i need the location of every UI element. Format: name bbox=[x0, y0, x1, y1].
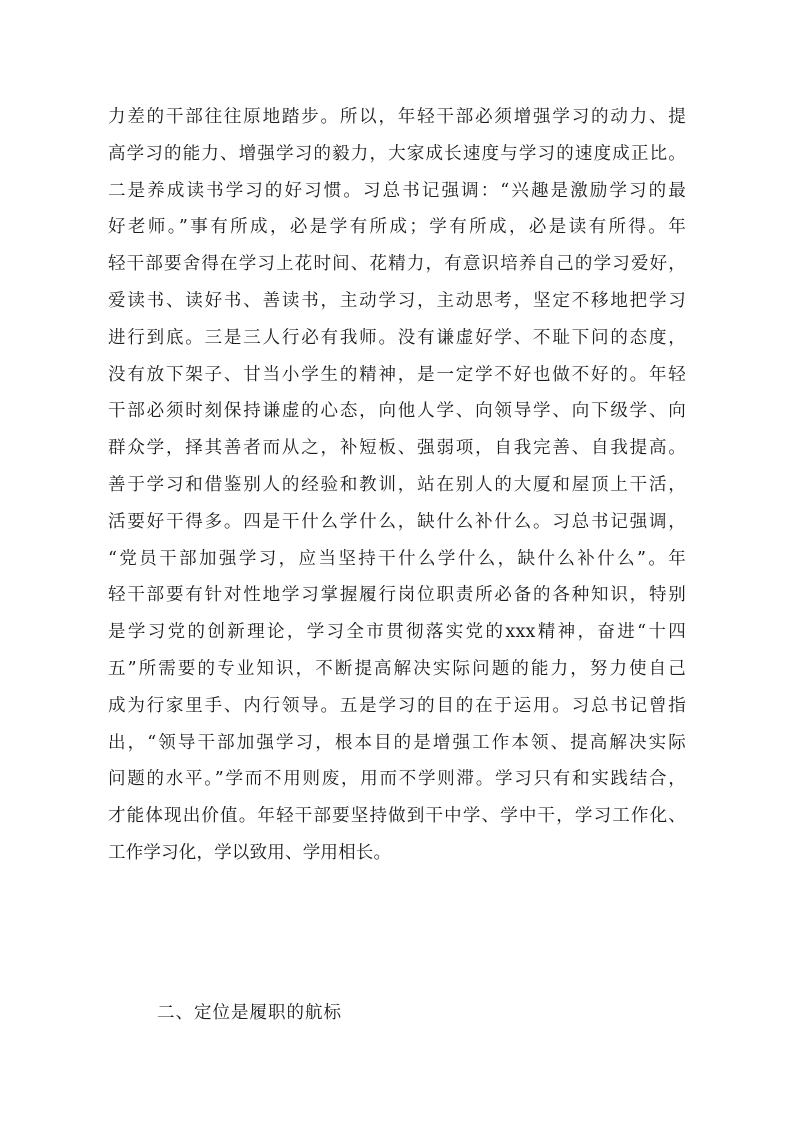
text-line: 善于学习和借鉴别人的经验和教训，站在别人的大厦和屋顶上干活， bbox=[108, 474, 686, 495]
text-line: 成为行家里手、内行领导。五是学习的目的在于运用。习总书记曾指 bbox=[108, 695, 686, 716]
text-line: 爱读书、读好书、善读书，主动学习，主动思考，坚定不移地把学习 bbox=[108, 290, 686, 311]
text-line: 轻干部要有针对性地学习掌握履行岗位职责所必备的各种知识，特别 bbox=[108, 585, 686, 606]
text-line: 问题的水平。”学而不用则废，用而不学则滞。学习只有和实践结合， bbox=[108, 769, 686, 790]
text-line: 出，“领导干部加强学习，根本目的是增强工作本领、提高解决实际 bbox=[108, 732, 686, 753]
text-line: 高学习的能力、增强学习的毅力，大家成长速度与学习的速度成正比。 bbox=[108, 143, 686, 164]
text-line: 是学习党的创新理论，学习全市贯彻落实党的xxx精神，奋进“十四 bbox=[108, 622, 686, 643]
text-line: 五”所需要的专业知识，不断提高解决实际问题的能力，努力使自己 bbox=[108, 658, 686, 679]
text-line: 才能体现出价值。年轻干部要坚持做到干中学、学中干，学习工作化、 bbox=[108, 806, 686, 827]
text-line: 干部必须时刻保持谦虚的心态，向他人学、向领导学、向下级学、向 bbox=[108, 401, 686, 422]
text-line: 轻干部要舍得在学习上花时间、花精力，有意识培养自己的学习爱好， bbox=[108, 254, 686, 275]
body-paragraph bbox=[108, 99, 686, 872]
text-line: 没有放下架子、甘当小学生的精神，是一定学不好也做不好的。年轻 bbox=[108, 364, 686, 385]
text-line: 活要好干得多。四是干什么学什么，缺什么补什么。习总书记强调， bbox=[108, 511, 686, 532]
section-heading: 二、定位是履职的航标 bbox=[157, 1003, 342, 1023]
text-line: 好老师。”事有所成，必是学有所成；学有所成，必是读有所得。年 bbox=[108, 217, 686, 238]
text-line: 群众学，择其善者而从之，补短板、强弱项，自我完善、自我提高。 bbox=[108, 438, 686, 459]
text-line: 进行到底。三是三人行必有我师。没有谦虚好学、不耻下问的态度， bbox=[108, 327, 686, 348]
text-line: “党员干部加强学习，应当坚持干什么学什么，缺什么补什么”。年 bbox=[108, 548, 686, 569]
text-line: 二是养成读书学习的好习惯。习总书记强调：“兴趣是激励学习的最 bbox=[108, 180, 686, 201]
text-line: 工作学习化，学以致用、学用相长。 bbox=[108, 842, 392, 863]
text-line: 力差的干部往往原地踏步。所以，年轻干部必须增强学习的动力、提 bbox=[108, 107, 686, 127]
